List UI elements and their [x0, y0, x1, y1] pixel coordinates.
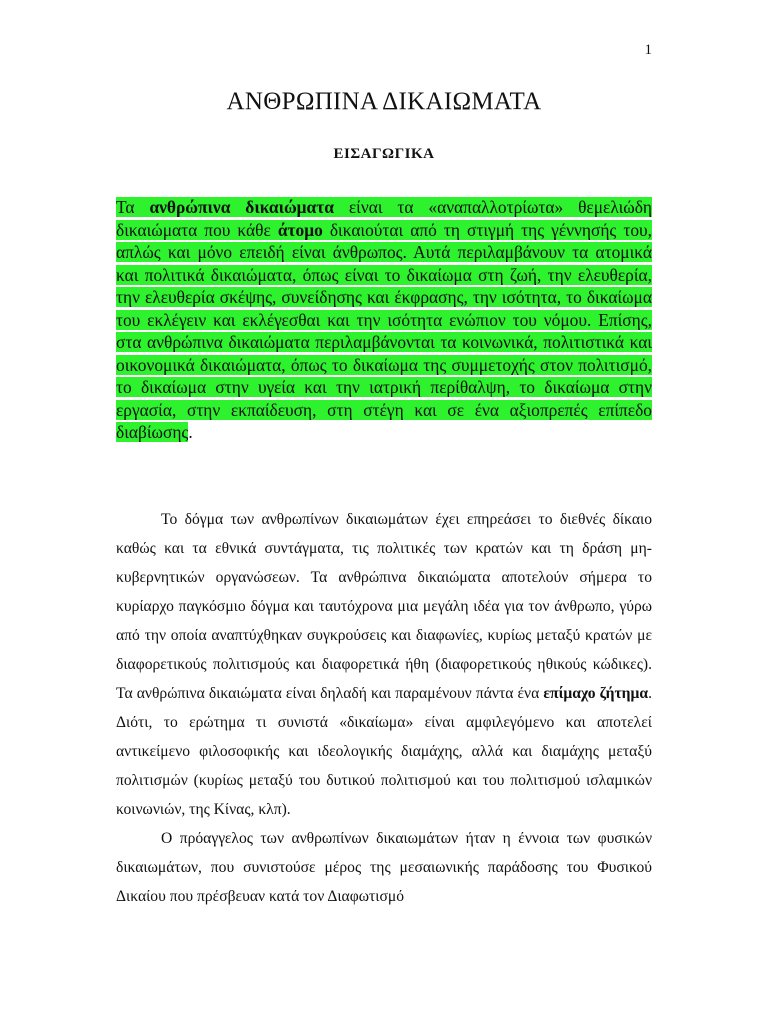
- page-number: 1: [644, 42, 652, 58]
- body-text: [116, 505, 652, 911]
- paragraph1-text-a: Το δόγμα των ανθρωπίνων δικαιωμάτων έχει επηρεάσει το διεθνές δίκαιο καθώς και τα εθνικά συντάγματα, τις πολιτικές των κρατών και τη δράση μη-κυβερνητικών οργανώσεων. Τα ανθρώπινα δικαιώματα αποτελούν σήμερα το κυρίαρχο παγκόσμιο δόγμα και ταυτόχρονα μια μεγάλη ιδέα για τον άνθρωπο, γύρω από την οποία αναπτύχθηκαν συγκρούσεις και διαφωνίες, κυρίως μεταξύ κρατών με διαφορετικούς πολιτισμούς και διαφορετικά ήθη (διαφορετικούς ηθικούς κώδικες). Τα ανθρώπινα δικαιώματα είναι δηλαδή και παραμένουν πάντα ένα: [116, 511, 652, 702]
- page-title: ΑΝΘΡΩΠΙΝΑ ΔΙΚΑΙΩΜΑΤΑ: [226, 88, 542, 115]
- body-paragraph-2: Ο πρόαγγελος των ανθρωπίνων δικαιωμάτων ήταν η έννοια των φυσικών δικαιωμάτων, που συνιστούσε μέρος της μεσαιωνικής παράδοσης του Φυσικού Δικαίου που πρέσβευαν κατά τον Διαφωτισμό: [116, 830, 652, 905]
- body-paragraph-1: [116, 505, 652, 824]
- intro-final-period: .: [188, 422, 193, 442]
- intro-text-1: Τα: [116, 197, 150, 217]
- paragraph1-bold-term: επίμαχο ζήτημα: [543, 685, 649, 702]
- paragraph1-text-c: . Διότι, το ερώτημα τι συνιστά «δικαίωμα» είναι αμφιλεγόμενο και αποτελεί αντικείμενο φιλοσοφικής και ιδεολογικής διαμάχης, αλλά και διαμάχης μεταξύ πολιτισμών (κυρίως μεταξύ του δυτικού πολιτισμού και του πολιτισμού ισλαμικών κοινωνιών, της Κίνας, κλπ).: [116, 685, 652, 818]
- intro-bold-human-rights: ανθρώπινα δικαιώματα: [149, 197, 334, 217]
- intro-text-3: δικαιούται από τη στιγμή της γέννησής του, απλώς και μόνο επειδή είναι άνθρωπος. Αυτά περιλαμβάνουν τα ατομικά και πολιτικά δικαιώματα, όπως είναι το δικαίωμα στη ζωή, την ελευθερία, την ελευθερία σκέψης, συνείδησης και έκφρασης, την ισότητα, το δικαίωμα του εκλέγειν και εκλέγεσθαι και την ισότητα ενώπιον του νόμου. Επίσης, στα ανθρώπινα δικαιώματα περιλαμβάνονται τα κοινωνικά, πολιτιστικά και οικονομικά δικαιώματα, όπως το δικαίωμα της συμμετοχής στον πολιτισμό, το δικαίωμα στην υγεία και την ιατρική περίθαλψη, το δικαίωμα στην εργασία, στην εκπαίδευση, στη στέγη και σε ένα αξιοπρεπές επίπεδο διαβίωσης: [116, 219, 652, 442]
- intro-bold-individual: άτομο: [277, 219, 323, 240]
- highlighted-intro-paragraph: [116, 196, 652, 444]
- intro-text-2: είναι τα «αναπαλλοτρίωτα» θεμελιώδη δικαιώματα που κάθε: [116, 197, 652, 240]
- section-subtitle: ΕΙΣΑΓΩΓΙΚΑ: [333, 146, 435, 162]
- highlighted-text: [116, 197, 652, 442]
